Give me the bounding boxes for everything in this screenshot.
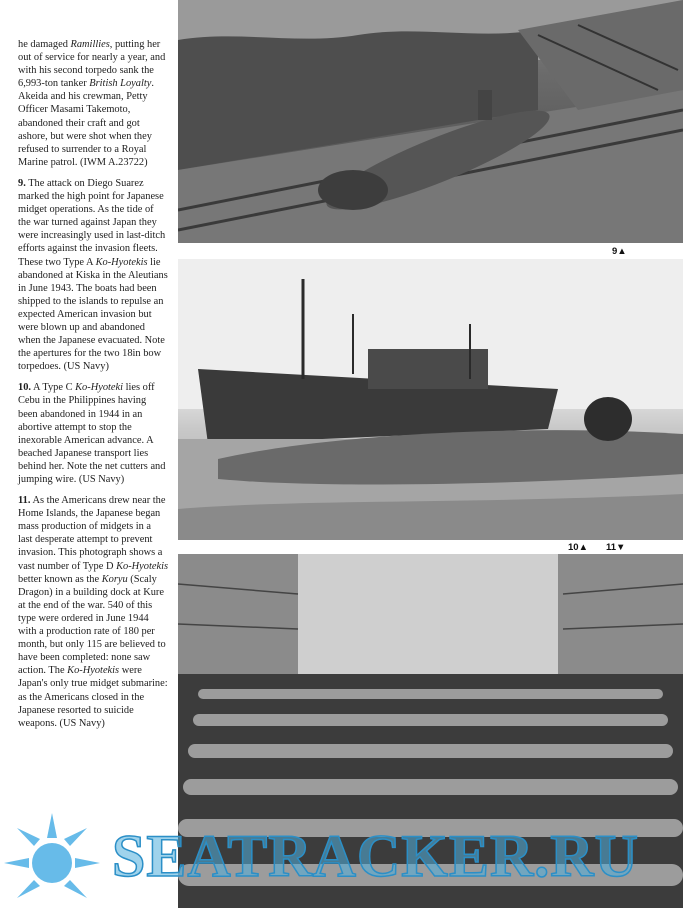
caption-number: 9.	[18, 177, 26, 189]
caption-10: 10. A Type C Ko-Hyoteki lies off Cebu in the Philippines having been abandoned in 1944 in an abortive attempt to stop the inexorable American advance. A beached Japanese transport lies behind her. Note the net cutters and jumping wire. (US Navy)	[18, 382, 166, 485]
watermark-text: SEATRACKER.RU	[112, 823, 639, 889]
photo-ref-9: 9▲	[612, 246, 627, 257]
caption-column	[18, 38, 168, 738]
photo-ref-11: 11▼	[606, 542, 626, 553]
caption-8-tail: he damaged Ramillies, putting her out of service for nearly a year, and with his second torpedo sank the 6,993-ton tanker British Loyalty. Akeida and his crewman, Petty Officer Masami Takemoto, abandoned their craft and got ashore, but were shot when they refused to surrender to a Royal Marine patrol. (IWM A.23722)	[18, 39, 166, 168]
caption-11: 11. As the Americans drew near the Home Islands, the Japanese began mass production of midgets in a last desperate attempt to prevent invasion. This photograph shows a vast number of Type D Ko-Hyotekis better known as the Koryu (Scaly Dragon) in a building dock at Kure at the end of the war. 540 of this type were ordered in June 1944 with a production rate of 180 per month, but only 115 are believed to have been completed: none saw action. The Ko-Hyotekis were Japan's only true midget submarine: as the Americans closed in the Japanese resorted to suicide weapons. (US Navy)	[18, 495, 169, 729]
ship-name: Ramillies	[70, 39, 110, 50]
photo-ref-10: 10▲	[568, 542, 588, 553]
ship-name: British Loyalty	[89, 78, 152, 90]
caption-number: 10.	[18, 382, 31, 394]
watermark	[0, 808, 683, 908]
photo-cebu-type-c	[178, 259, 683, 540]
sunburst-logo-icon	[2, 808, 102, 908]
photo-kiska-midget-subs	[178, 0, 683, 243]
caption-9: 9. The attack on Diego Suarez marked the high point for Japanese midget operations. As the tide of the war turned against Japan they were increasingly used in last-ditch efforts against the invasion fleets. These two Type A Ko-Hyotekis lie abandoned at Kiska in the Aleutians in June 1943. The boats had been shipped to the islands to repulse an expected American invasion but were blown up and abandoned when the Japanese evacuated. Note the apertures for the two 18in bow torpedoes. (US Navy)	[18, 177, 168, 373]
caption-number: 11.	[18, 495, 31, 507]
